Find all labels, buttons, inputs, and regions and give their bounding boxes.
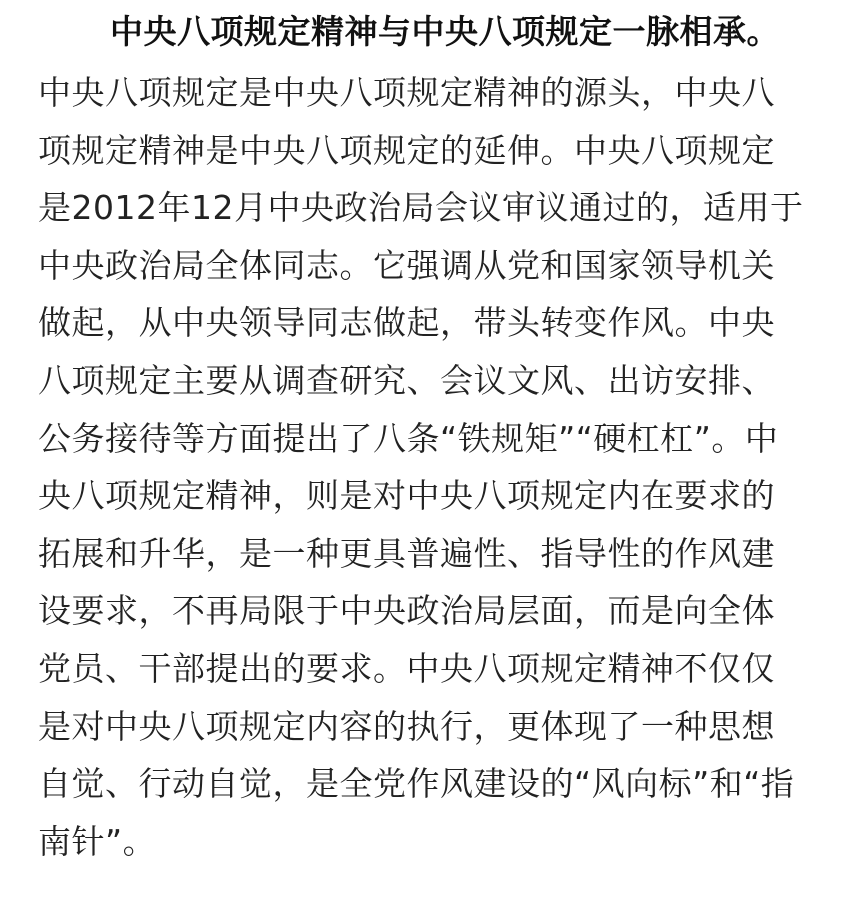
body-line: 自觉、行动自觉，是全党作风建设的“风向标”和“指	[38, 764, 795, 804]
article-heading: 中央八项规定精神与中央八项规定一脉相承。	[110, 12, 780, 51]
body-line: 中央政治局全体同志。它强调从党和国家领导机关	[38, 245, 775, 285]
body-line: 项规定精神是中央八项规定的延伸。中央八项规定	[38, 130, 775, 170]
body-line: 设要求，不再局限于中央政治局层面，而是向全体	[38, 591, 775, 631]
body-line: 八项规定主要从调查研究、会议文风、出访安排、	[38, 360, 775, 400]
body-line: 南针”。	[38, 821, 157, 861]
body-line: 是对中央八项规定内容的执行，更体现了一种思想	[38, 706, 775, 746]
body-line: 中央八项规定是中央八项规定精神的源头，中央八	[38, 73, 775, 112]
body-line: 党员、干部提出的要求。中央八项规定精神不仅仅	[38, 648, 775, 688]
body-line: 公务接待等方面提出了八条“铁规矩”“硬杠杠”。中	[38, 418, 779, 458]
body-line: 是2012年12月中央政治局会议审议通过的，适用于	[38, 188, 804, 228]
body-line: 央八项规定精神，则是对中央八项规定内在要求的	[38, 476, 775, 516]
body-line: 拓展和升华，是一种更具普遍性、指导性的作风建	[38, 533, 775, 573]
article-body	[38, 64, 828, 870]
body-line: 做起，从中央领导同志做起，带头转变作风。中央	[38, 303, 775, 343]
